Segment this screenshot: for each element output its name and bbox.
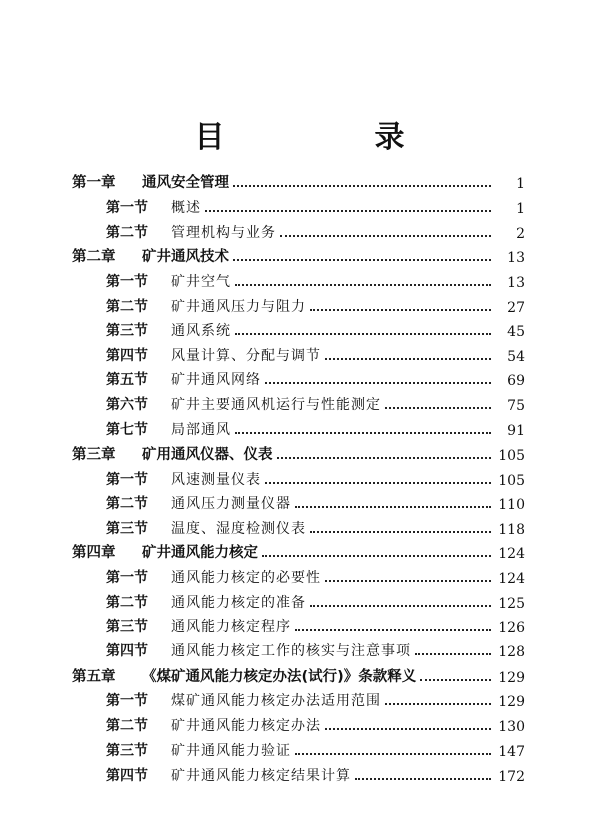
dot-leader	[295, 753, 491, 755]
toc-section-row	[0, 318, 525, 340]
toc-entry-number: 第三节	[106, 323, 148, 339]
toc-section-row	[0, 220, 525, 242]
dot-leader	[385, 703, 491, 705]
toc-entry-page: 2	[516, 226, 525, 242]
toc-entry-page: 125	[498, 596, 525, 612]
toc-section-row	[0, 688, 525, 710]
toc-entry-number: 第三节	[106, 743, 148, 759]
toc-section-row	[0, 516, 525, 538]
toc-section-row	[0, 467, 525, 489]
toc-entry-page: 105	[498, 473, 525, 489]
dot-leader	[205, 210, 491, 212]
toc-entry-title: 通风系统	[171, 323, 231, 339]
toc-entry-title: 矿井通风技术	[142, 249, 229, 265]
toc-entry-title: 概述	[171, 200, 201, 216]
toc-entry-title: 矿井通风能力核定办法	[171, 718, 321, 734]
toc-entry-title: 矿井主要通风机运行与性能测定	[171, 397, 381, 413]
toc-entry-page: 172	[498, 769, 525, 785]
toc-entry-title: 矿井通风能力核定	[142, 545, 258, 561]
dot-leader	[415, 653, 491, 655]
toc-entry-number: 第一章	[72, 175, 116, 191]
toc-section-row	[0, 738, 525, 760]
toc-section-row	[0, 590, 525, 612]
toc-chapter-row	[0, 244, 525, 266]
toc-entry-number: 第四节	[106, 348, 148, 364]
toc-entry-page: 69	[507, 373, 525, 389]
toc-entry-page: 75	[507, 398, 525, 414]
toc-entry-title: 煤矿通风能力核定办法适用范围	[171, 693, 381, 709]
toc-entry-page: 91	[507, 423, 525, 439]
toc-entry-title: 矿用通风仪器、仪表	[142, 447, 273, 463]
toc-entry-title: 通风能力核定程序	[171, 619, 291, 635]
toc-entry-page: 13	[507, 250, 525, 266]
toc-section-row	[0, 614, 525, 636]
toc-entry-page: 124	[498, 546, 525, 562]
toc-section-row	[0, 195, 525, 217]
dot-leader	[325, 728, 491, 730]
dot-leader	[295, 629, 491, 631]
dot-leader	[355, 778, 491, 780]
toc-entry-number: 第四节	[106, 768, 148, 784]
toc-entry-number: 第三节	[106, 521, 148, 537]
toc-entry-title: 矿井空气	[171, 274, 231, 290]
toc-entry-page: 118	[498, 522, 525, 538]
dot-leader	[265, 482, 491, 484]
toc-entry-title: 通风安全管理	[142, 175, 229, 191]
toc-entry-number: 第七节	[106, 422, 148, 438]
toc-section-row	[0, 491, 525, 513]
dot-leader	[385, 407, 491, 409]
toc-entry-number: 第二节	[106, 225, 148, 241]
toc-entry-page: 1	[516, 201, 525, 217]
toc-section-row	[0, 294, 525, 316]
toc-section-row	[0, 565, 525, 587]
toc-entry-title: 通风能力核定工作的核实与注意事项	[171, 643, 411, 659]
dot-leader	[262, 555, 491, 557]
toc-entry-number: 第一节	[106, 570, 148, 586]
toc-entry-title: 通风压力测量仪器	[171, 496, 291, 512]
toc-entry-page: 129	[498, 694, 525, 710]
dot-leader	[265, 382, 491, 384]
dot-leader	[310, 605, 491, 607]
toc-section-row	[0, 417, 525, 439]
toc-entry-number: 第五章	[72, 669, 116, 685]
toc-entry-page: 126	[498, 620, 525, 636]
toc-entry-title: 《煤矿通风能力核定办法(试行)》条款释义	[142, 669, 417, 685]
toc-entry-number: 第六节	[106, 397, 148, 413]
toc-section-row	[0, 763, 525, 785]
toc-entry-page: 54	[507, 349, 525, 365]
dot-leader	[235, 333, 491, 335]
toc-chapter-row	[0, 170, 525, 192]
toc-entry-number: 第一节	[106, 472, 148, 488]
toc-entry-number: 第四节	[106, 643, 148, 659]
toc-section-row	[0, 713, 525, 735]
toc-section-row	[0, 343, 525, 365]
dot-leader	[233, 185, 491, 187]
toc-entry-number: 第二节	[106, 299, 148, 315]
toc-chapter-row	[0, 442, 525, 464]
toc-entry-page: 130	[498, 719, 525, 735]
toc-entry-title: 管理机构与业务	[171, 225, 276, 241]
toc-entry-number: 第二节	[106, 496, 148, 512]
toc-entry-page: 27	[507, 300, 525, 316]
toc-section-row	[0, 269, 525, 291]
dot-leader	[235, 432, 491, 434]
toc-section-row	[0, 367, 525, 389]
toc-entry-number: 第二节	[106, 595, 148, 611]
toc-entry-page: 13	[507, 275, 525, 291]
toc-entry-title: 矿井通风压力与阻力	[171, 299, 306, 315]
dot-leader	[233, 259, 491, 261]
toc-entry-title: 矿井通风能力验证	[171, 743, 291, 759]
toc-entry-page: 124	[498, 571, 525, 587]
toc-entry-number: 第五节	[106, 372, 148, 388]
toc-entry-page: 128	[498, 644, 525, 660]
dot-leader	[235, 284, 491, 286]
toc-entry-number: 第四章	[72, 545, 116, 561]
dot-leader	[280, 235, 491, 237]
toc-chapter-row	[0, 664, 525, 686]
toc-chapter-row	[0, 540, 525, 562]
toc-entry-number: 第二章	[72, 249, 116, 265]
toc-entry-page: 105	[498, 448, 525, 464]
toc-entry-page: 45	[507, 324, 525, 340]
toc-entry-title: 风速测量仪表	[171, 472, 261, 488]
toc-entry-title: 通风能力核定的必要性	[171, 570, 321, 586]
toc-entry-page: 147	[498, 744, 525, 760]
toc-entry-number: 第一节	[106, 693, 148, 709]
toc-entry-page: 110	[498, 497, 525, 513]
page-title: 目 录	[194, 120, 465, 155]
toc-entry-title: 通风能力核定的准备	[171, 595, 306, 611]
toc-entry-title: 温度、湿度检测仪表	[171, 521, 306, 537]
dot-leader	[310, 309, 491, 311]
toc-section-row	[0, 638, 525, 660]
toc-entry-title: 局部通风	[171, 422, 231, 438]
dot-leader	[325, 580, 491, 582]
toc-entry-number: 第三章	[72, 447, 116, 463]
toc-entry-title: 矿井通风能力核定结果计算	[171, 768, 351, 784]
toc-section-row	[0, 392, 525, 414]
toc-entry-title: 风量计算、分配与调节	[171, 348, 321, 364]
toc-entry-page: 129	[498, 670, 525, 686]
toc-entry-number: 第一节	[106, 274, 148, 290]
dot-leader	[420, 679, 491, 681]
toc-entry-title: 矿井通风网络	[171, 372, 261, 388]
dot-leader	[277, 457, 492, 459]
toc-entry-number: 第三节	[106, 619, 148, 635]
toc-entry-number: 第二节	[106, 718, 148, 734]
dot-leader	[325, 358, 491, 360]
toc-entry-page: 1	[516, 176, 525, 192]
dot-leader	[295, 506, 491, 508]
toc-entry-number: 第一节	[106, 200, 148, 216]
dot-leader	[310, 531, 491, 533]
